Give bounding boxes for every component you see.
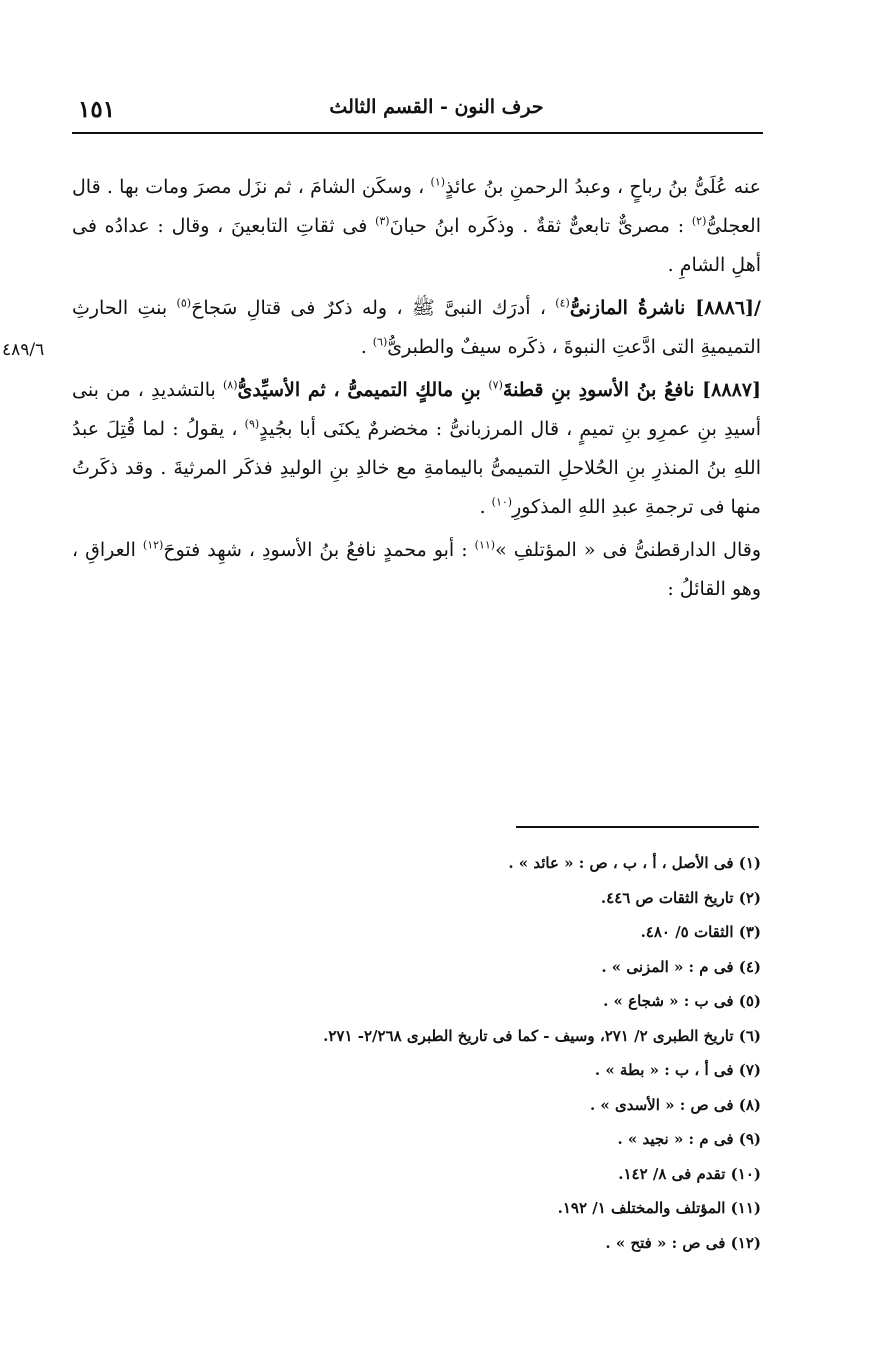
footnote: (١٠) تقدم فى ٨/ ١٤٢.	[618, 1164, 761, 1183]
footnote: (١) فى الأصل ، أ ، ب ، ص : « عائد » .	[508, 854, 761, 872]
page-number: ١٥١	[78, 96, 116, 123]
footnote-ref: (٨)	[223, 378, 238, 392]
footnote: (٨) فى ص : « الأسدى » .	[589, 1095, 761, 1114]
paragraph-intro	[72, 168, 761, 285]
running-title: حرف النون - القسم الثالث	[329, 96, 544, 118]
header-rule	[72, 132, 763, 134]
footnote: (٦) تاريخ الطبرى ٢/ ٢٧١، وسيف - كما فى تاريخ الطبرى ٢/٢٦٨- ٢٧١.	[323, 1026, 761, 1045]
paragraph-text: ، وسكَن الشامَ ، ثم نزَل مصرَ ومات بها . قال العجلىُّ	[72, 176, 761, 237]
footnote: (١١) المؤتلف والمختلف ١/ ١٩٢.	[557, 1199, 761, 1217]
footnote-ref: (٦)	[372, 335, 388, 349]
entry-text: ، أدرَك النبىَّ ﷺ ، وله ذكرٌ فى قتالِ سَجاحَ	[191, 297, 556, 319]
footnote-ref: (١١)	[474, 538, 496, 552]
margin-reference: ٤٨٩/٦	[2, 340, 45, 360]
footnote-ref: (٩)	[244, 417, 260, 431]
footnote-ref: (١)	[430, 175, 446, 189]
entry-text: بالتشديدِ ، من بنى أسيدِ بنِ عمرِو بنِ تميمٍ ، قال المرزبانىُّ : مخضرمٌ يكنَى أبا بجُيدٍ	[72, 379, 761, 440]
entry-text: .	[360, 336, 373, 358]
entry-text: بنتِ الحارثِ التميميةِ التى ادَّعتِ النبوةَ ، ذكَره سيفٌ والطبرىُّ	[72, 297, 761, 358]
footnote: (٢) تاريخ الثقات ص ٤٤٦.	[600, 888, 761, 907]
entry-name-continued: بنِ مالكٍ التميمىُّ ، ثم الأسيِّدىُّ	[237, 379, 489, 401]
paragraph-text: فى ثقاتِ التابعينَ ، وقال : عدادُه فى أهلِ الشامِ .	[72, 215, 761, 276]
paragraph-text: : أبو محمدٍ نافعُ بنُ الأسودِ ، شهِد فتوحَ	[163, 539, 475, 561]
entry-8886	[72, 289, 761, 367]
paragraph-text: العراقِ ، وهو القائلُ :	[72, 539, 761, 600]
paragraph-text: وقال الدارقطنىُّ فى « المؤتلفِ »	[495, 539, 761, 561]
footnote-ref: (٥)	[176, 296, 192, 310]
footnote: (٩) فى م : « نجيد » .	[617, 1130, 761, 1148]
footnote-ref: (١٠)	[491, 495, 513, 509]
paragraph-daraqutni	[72, 531, 761, 609]
footnote-ref: (١٢)	[142, 538, 164, 552]
footnote-ref: (٤)	[555, 296, 570, 310]
footnote: (٧) فى أ ، ب : « بطة » .	[594, 1061, 761, 1079]
footnotes	[120, 846, 761, 1260]
footnote-ref: (٢)	[691, 214, 707, 228]
entry-8887	[72, 371, 761, 527]
footnote-rule	[516, 826, 759, 828]
entry-name: نافعُ بنُ الأسودِ بنِ قطنةَ	[502, 379, 703, 401]
footnote-ref: (٧)	[488, 378, 503, 392]
footnote: (٥) فى ب : « شجاع » .	[603, 992, 761, 1010]
entry-name: ناشرةُ المازنىُّ	[569, 297, 696, 319]
footnote-ref: (٣)	[375, 214, 390, 228]
entry-number: [٨٨٨٦]	[695, 297, 755, 319]
entry-text: ، يقولُ : لما قُتِلَ عبدُ اللهِ بنُ المنذرِ بنِ الحُلاحلِ التميمىُّ باليمامةِ مع خالدِ بنِ الوليدِ فذكَر المرثيةَ . وقد ذكَرتُ منها فى ترجمةِ عبدِ اللهِ المذكورِ	[72, 418, 761, 518]
footnote: (٤) فى م : « المزنى » .	[601, 957, 761, 976]
entry-marker: /	[754, 297, 761, 319]
entry-text: .	[479, 496, 492, 518]
footnote: (٣) الثقات ٥/ ٤٨٠.	[640, 923, 761, 941]
main-text	[72, 168, 761, 609]
entry-number: [٨٨٨٧]	[702, 379, 761, 401]
footnote: (١٢) فى ص : « فتح » .	[605, 1233, 761, 1252]
paragraph-text: : مصرىٌّ تابعىٌّ ثقةٌ . وذكَره ابنُ حبانَ	[389, 215, 692, 237]
paragraph-text: عنه عُلَىُّ بنُ رباحٍ ، وعبدُ الرحمنِ بنُ عائذٍ	[445, 176, 761, 198]
